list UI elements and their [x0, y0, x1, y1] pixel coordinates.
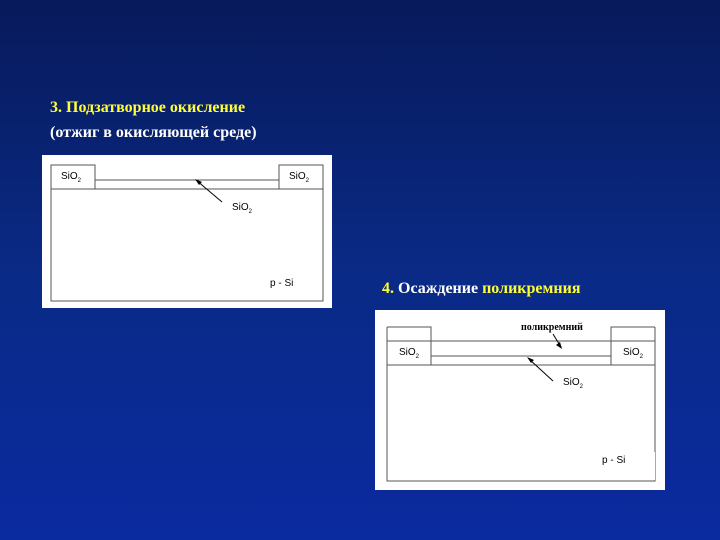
polysilicon-deposition-diagram [375, 310, 665, 490]
poly-arrowhead [556, 342, 562, 349]
step3-subtitle: (отжиг в окисляющей среде) [50, 124, 257, 141]
step4-heading [382, 277, 581, 301]
gate-oxidation-diagram [42, 155, 332, 308]
field-oxide-left-label: SiO$_2$ [399, 347, 420, 360]
substrate-label: p - Si [270, 278, 294, 289]
gate-oxide-layer [431, 356, 611, 365]
gate-oxide-label: SiO$_2$ [232, 202, 253, 215]
step3-title: Подзатворное окисление [66, 99, 246, 116]
field-oxide-left-label: SiO$_2$ [61, 171, 82, 184]
gate-oxide-label: SiO$_2$ [563, 377, 584, 390]
step3-heading [50, 96, 245, 120]
step4-number: 4. [382, 280, 394, 297]
step3-number: 3. [50, 99, 62, 116]
polysilicon-label: поликремний [521, 322, 583, 333]
field-oxide-right-label: SiO$_2$ [623, 347, 644, 360]
step4-title: Осаждение [398, 280, 479, 297]
gate-oxide-layer [95, 180, 279, 189]
field-oxide-right-label: SiO$_2$ [289, 171, 310, 184]
substrate-label: p - Si [602, 455, 626, 466]
step4-title-highlight: поликремния [482, 280, 581, 297]
